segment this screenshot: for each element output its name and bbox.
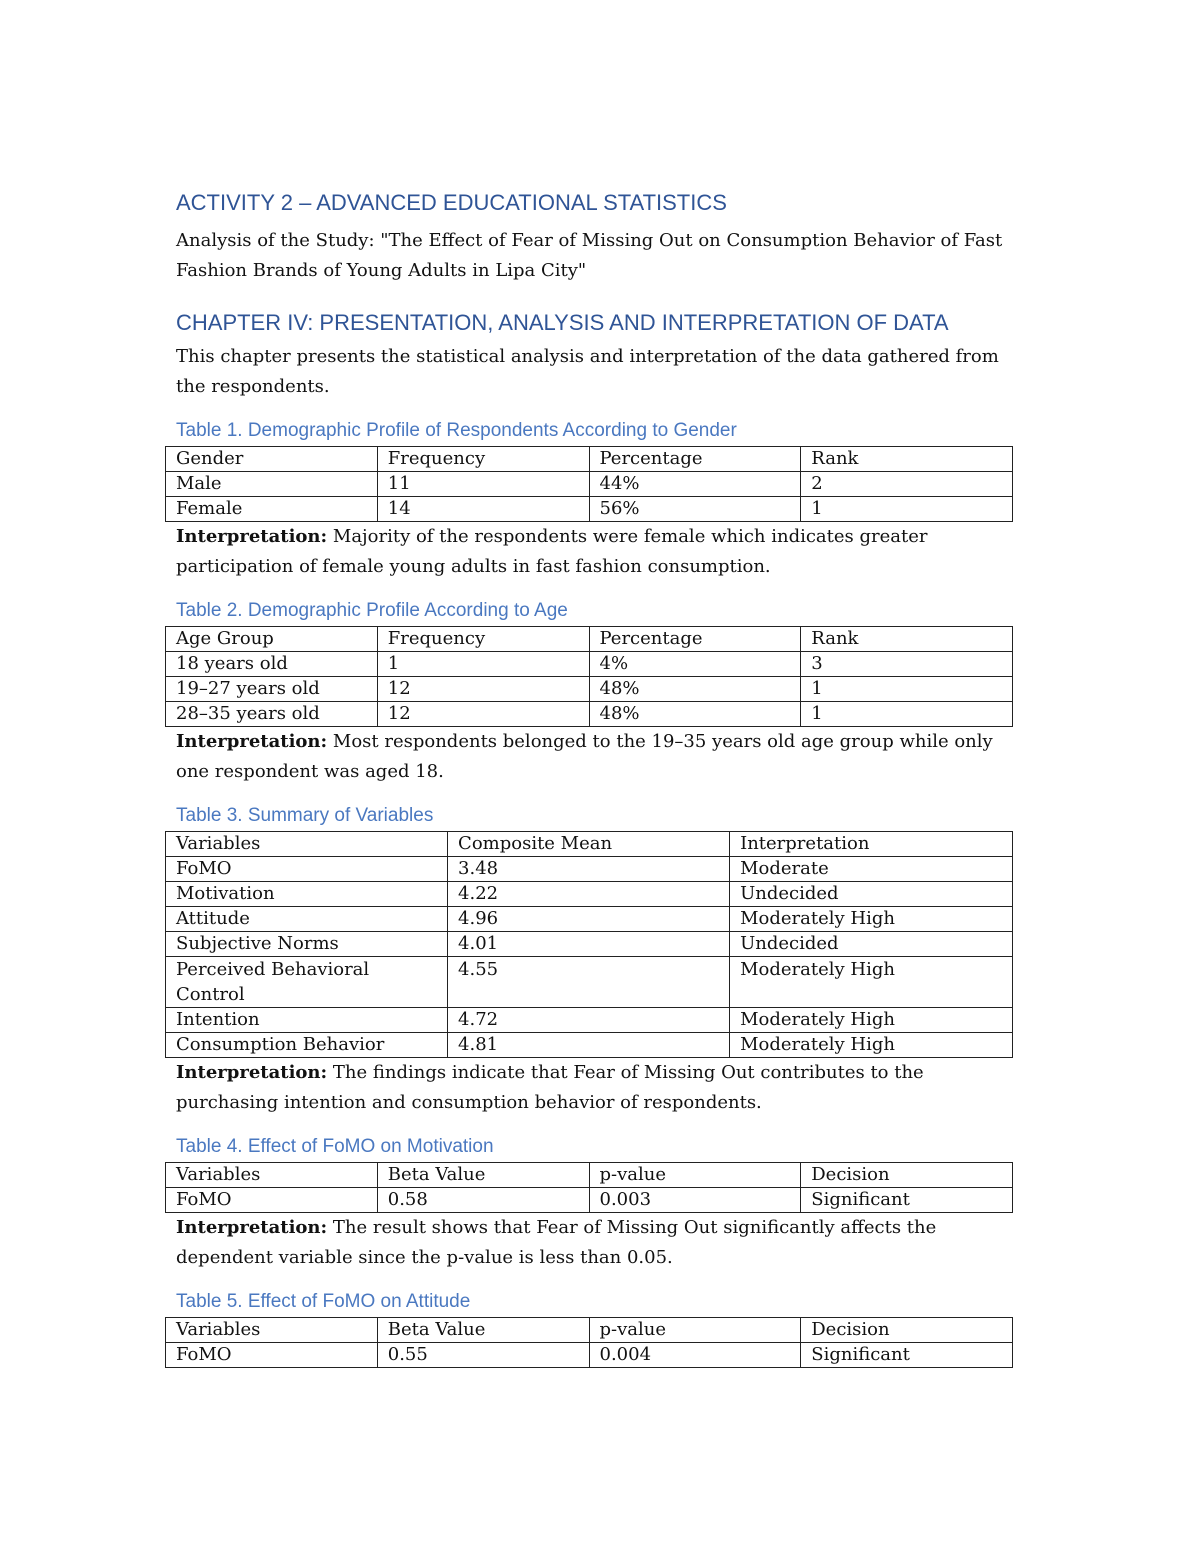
- table-cell: Male: [166, 472, 378, 497]
- header-cell: Interpretation: [730, 832, 1013, 857]
- table-header-row: [166, 447, 1013, 472]
- table-cell: FoMO: [166, 1188, 378, 1213]
- table-cell: 3.48: [448, 857, 730, 882]
- table-cell: Perceived Behavioral Control: [166, 957, 448, 1008]
- chapter-intro: This chapter presents the statistical analysis and interpretation of the data gathered from the respondents.: [176, 346, 999, 397]
- table-cell: Undecided: [730, 932, 1013, 957]
- document-title: ACTIVITY 2 – ADVANCED EDUCATIONAL STATISTICS: [176, 190, 727, 215]
- table-row: [166, 907, 1013, 932]
- header-cell: Age Group: [166, 627, 378, 652]
- interpretation-label: Interpretation:: [176, 526, 328, 547]
- header-cell: Percentage: [589, 447, 801, 472]
- table-row: [166, 677, 1013, 702]
- table-4: [165, 1162, 1013, 1213]
- header-cell: Decision: [801, 1318, 1013, 1343]
- table-row: [166, 1343, 1013, 1368]
- header-cell: Variables: [166, 1163, 378, 1188]
- table-row: [166, 1008, 1013, 1033]
- interpretation-text: Majority of the respondents were female which indicates greater participation of female young adults in fast fashion consumption.: [176, 526, 928, 577]
- table-cell: 44%: [589, 472, 801, 497]
- table-cell: 4.96: [448, 907, 730, 932]
- header-cell: Beta Value: [377, 1163, 589, 1188]
- header-cell: Beta Value: [377, 1318, 589, 1343]
- table-cell: 12: [377, 677, 589, 702]
- table-cell: Consumption Behavior: [166, 1033, 448, 1058]
- table-cell: 0.004: [589, 1343, 801, 1368]
- header-cell: Variables: [166, 1318, 378, 1343]
- header-cell: Decision: [801, 1163, 1013, 1188]
- table-cell: Moderately High: [730, 907, 1013, 932]
- table-2-interpretation: [176, 727, 1016, 787]
- table-3: [165, 831, 1013, 1058]
- table-cell: Moderately High: [730, 957, 1013, 1008]
- table-cell: 4.72: [448, 1008, 730, 1033]
- table-header-row: [166, 627, 1013, 652]
- table-cell: Intention: [166, 1008, 448, 1033]
- table-cell: Female: [166, 497, 378, 522]
- table-cell: 1: [801, 497, 1013, 522]
- table-cell: 4.55: [448, 957, 730, 1008]
- table-cell: 56%: [589, 497, 801, 522]
- interpretation-text: Most respondents belonged to the 19–35 years old age group while only one respondent was aged 18.: [176, 731, 993, 782]
- table-header-row: [166, 1318, 1013, 1343]
- header-cell: Rank: [801, 447, 1013, 472]
- header-cell: Gender: [166, 447, 378, 472]
- header-cell: Variables: [166, 832, 448, 857]
- table-cell: 0.55: [377, 1343, 589, 1368]
- table-cell: 2: [801, 472, 1013, 497]
- table-2: [165, 626, 1013, 727]
- table-3-caption: Table 3. Summary of Variables: [176, 805, 434, 826]
- table-cell: 4.01: [448, 932, 730, 957]
- table-cell: 18 years old: [166, 652, 378, 677]
- table-header-row: [166, 1163, 1013, 1188]
- interpretation-text: The findings indicate that Fear of Missing Out contributes to the purchasing intention and consumption behavior of respondents.: [176, 1062, 924, 1113]
- table-cell: 14: [377, 497, 589, 522]
- header-cell: Rank: [801, 627, 1013, 652]
- table-row: [166, 857, 1013, 882]
- table-cell: 4.81: [448, 1033, 730, 1058]
- document-page: [176, 190, 1016, 1368]
- table-cell: FoMO: [166, 1343, 378, 1368]
- table-4-caption: Table 4. Effect of FoMO on Motivation: [176, 1136, 494, 1157]
- table-1-interpretation: [176, 522, 1016, 582]
- table-3-interpretation: [176, 1058, 1016, 1118]
- header-cell: p-value: [589, 1318, 801, 1343]
- table-row: [166, 957, 1013, 1008]
- table-5-caption: Table 5. Effect of FoMO on Attitude: [176, 1291, 471, 1312]
- table-cell: 0.58: [377, 1188, 589, 1213]
- table-cell: 0.003: [589, 1188, 801, 1213]
- header-cell: p-value: [589, 1163, 801, 1188]
- table-cell: Significant: [801, 1188, 1013, 1213]
- table-cell: Moderately High: [730, 1008, 1013, 1033]
- header-cell: Percentage: [589, 627, 801, 652]
- interpretation-text: The result shows that Fear of Missing Out significantly affects the dependent variable since the p-value is less than 0.05.: [176, 1217, 937, 1268]
- table-row: [166, 882, 1013, 907]
- header-cell: Composite Mean: [448, 832, 730, 857]
- table-cell: FoMO: [166, 857, 448, 882]
- table-cell: 3: [801, 652, 1013, 677]
- table-cell: Moderate: [730, 857, 1013, 882]
- table-cell: 48%: [589, 702, 801, 727]
- table-1-caption: Table 1. Demographic Profile of Respondents According to Gender: [176, 420, 737, 441]
- table-4-interpretation: [176, 1213, 1016, 1273]
- table-cell: 48%: [589, 677, 801, 702]
- chapter-heading: CHAPTER IV: PRESENTATION, ANALYSIS AND INTERPRETATION OF DATA: [176, 310, 949, 335]
- table-cell: Moderately High: [730, 1033, 1013, 1058]
- table-cell: Significant: [801, 1343, 1013, 1368]
- table-cell: 19–27 years old: [166, 677, 378, 702]
- table-row: [166, 932, 1013, 957]
- table-row: [166, 472, 1013, 497]
- table-cell: 28–35 years old: [166, 702, 378, 727]
- table-cell: 11: [377, 472, 589, 497]
- table-row: [166, 652, 1013, 677]
- table-cell: 1: [801, 702, 1013, 727]
- table-row: [166, 497, 1013, 522]
- header-cell: Frequency: [377, 447, 589, 472]
- study-line: Analysis of the Study: "The Effect of Fear of Missing Out on Consumption Behavior of Fast Fashion Brands of Young Adults in Lipa City": [176, 230, 1003, 281]
- table-2-caption: Table 2. Demographic Profile According to Age: [176, 600, 568, 621]
- interpretation-label: Interpretation:: [176, 731, 328, 752]
- header-cell: Frequency: [377, 627, 589, 652]
- table-header-row: [166, 832, 1013, 857]
- table-5: [165, 1317, 1013, 1368]
- table-cell: Undecided: [730, 882, 1013, 907]
- interpretation-label: Interpretation:: [176, 1217, 328, 1238]
- table-row: [166, 1188, 1013, 1213]
- table-cell: Attitude: [166, 907, 448, 932]
- table-cell: 1: [801, 677, 1013, 702]
- table-cell: 1: [377, 652, 589, 677]
- table-cell: 4%: [589, 652, 801, 677]
- table-row: [166, 702, 1013, 727]
- table-cell: 4.22: [448, 882, 730, 907]
- table-cell: Subjective Norms: [166, 932, 448, 957]
- table-row: [166, 1033, 1013, 1058]
- interpretation-label: Interpretation:: [176, 1062, 328, 1083]
- table-cell: 12: [377, 702, 589, 727]
- table-cell: Motivation: [166, 882, 448, 907]
- table-1: [165, 446, 1013, 522]
